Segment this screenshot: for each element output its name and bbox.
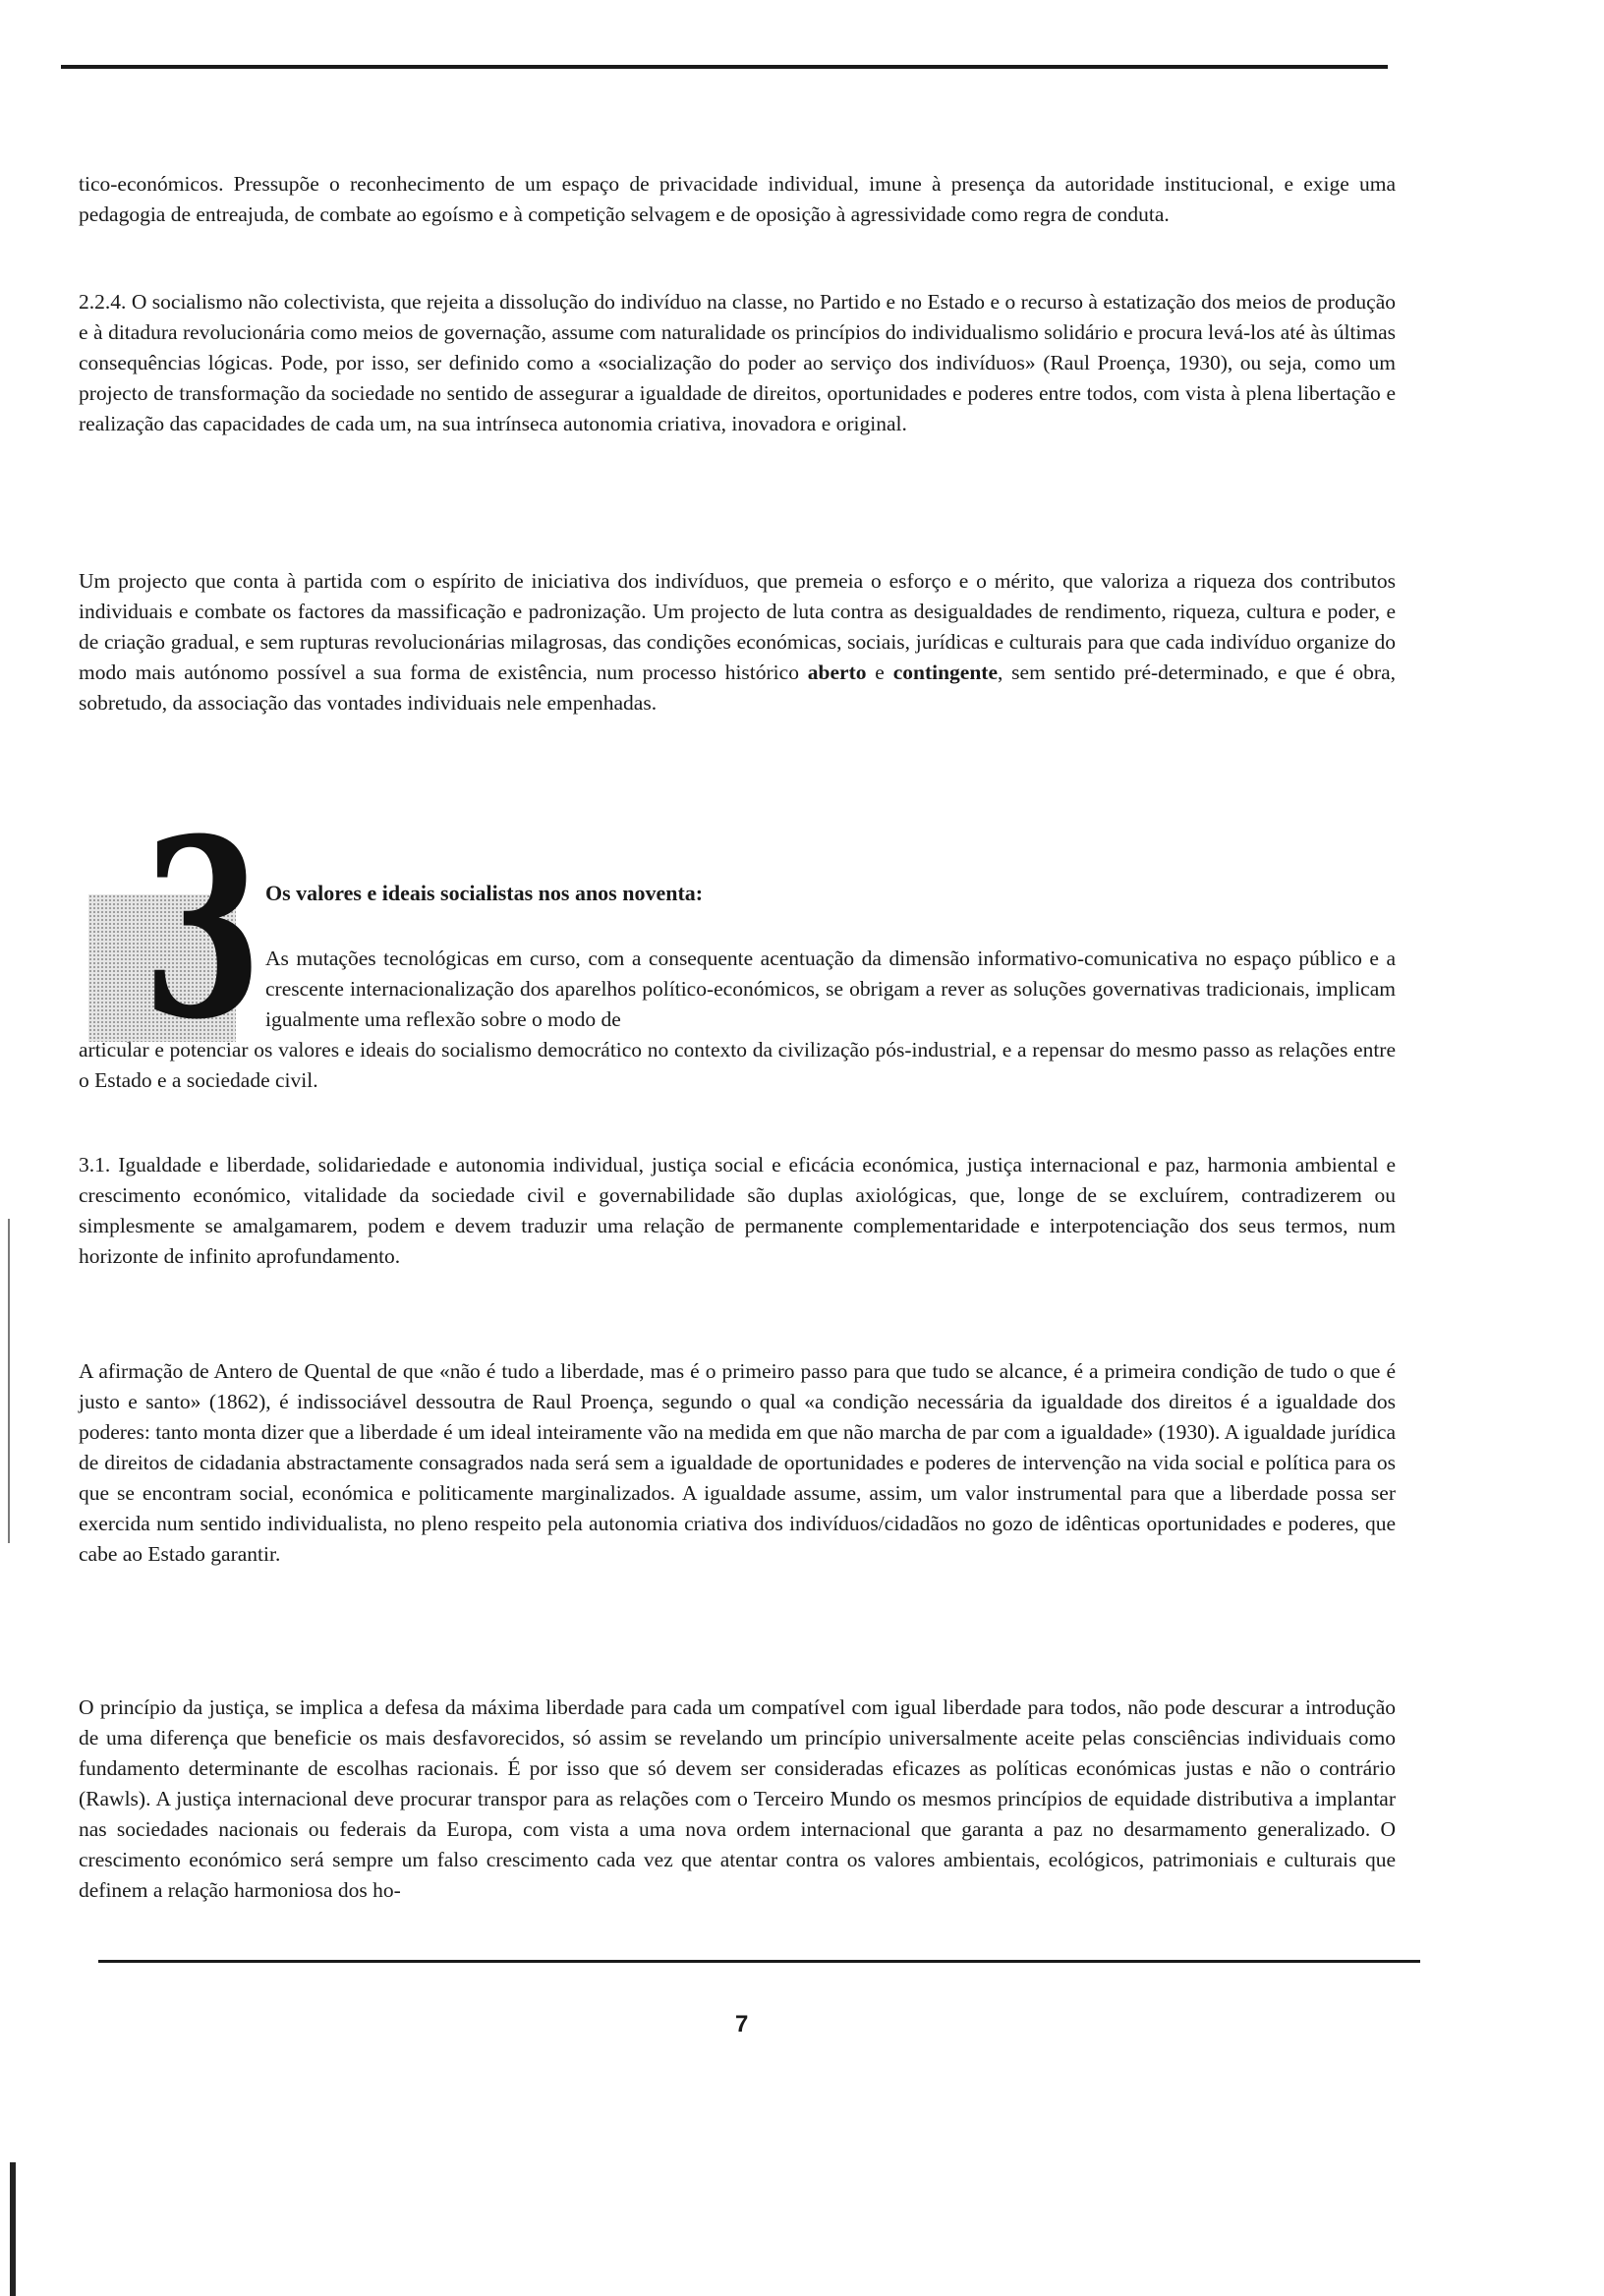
paragraph-text: A afirmação de Antero de Quental de que «não é tudo a liberdade, mas é o primeiro passo para que tudo se alcance, é a primeira condição de tudo o que é justo e santo» (1862), é indissociável dessoutra de Raul Proença, segundo o qual «a condição necessária da igualdade dos direitos é a igualdade dos poderes: tanto monta dizer que a liberdade é um ideal inteiramente vão na medida em que não marcha de par com a igualdade» (1930). A igualdade jurídica de direitos de cidadania abstractamente consagrados nada será sem a igualdade de oportunidades e poderes de intervenção na vida social e política para os que se encontram social, económica e politicamente marginalizados. A igualdade assume, assim, um valor instrumental para que a liberdade possa ser exercida num sentido individualista, no pleno respeito pela autonomia criativa dos indivíduos/cidadãos no gozo de idênticas oportunidades e poderes, que cabe ao Estado garantir.: [79, 1359, 1396, 1566]
paragraph-mutacoes-indent: [265, 944, 1396, 1035]
section-heading: Os valores e ideais socialistas nos anos noventa:: [265, 881, 704, 905]
bold-term-contingente: contingente: [892, 660, 998, 684]
paragraph-2-2-4: [79, 287, 1396, 439]
paragraph-text: 3.1. Igualdade e liberdade, solidariedade e autonomia individual, justiça social e eficácia económica, justiça internacional e paz, harmonia ambiental e crescimento económico, vitalidade da sociedade civil e governabilidade são duplas axiológicas, que, longe de se excluírem, contradizerem ou simplesmente se amalgamarem, podem e devem traduzir uma relação de permanente complementaridade e interpotenciação dos seus termos, num horizonte de infinito aprofundamento.: [79, 1153, 1396, 1268]
paragraph-projecto: [79, 566, 1396, 718]
paragraph-text: As mutações tecnológicas em curso, com a consequente acentuação da dimensão informativo-comunicativa no espaço público e a crescente internacionalização dos aparelhos político-económicos, se obrigam a rever as soluções governativas tradicionais, implicam igualmente uma reflexão sobre o modo de: [265, 947, 1396, 1031]
scan-margin-mark: [8, 1219, 10, 1543]
text-run: Um projecto que conta à partida com o espírito de iniciativa dos indivíduos, que premeia o esforço e o mérito, que valoriza a riqueza dos contributos individuais e combate os factores da massificação e padronização. Um projecto de luta contra as desigualdades de rendimento, riqueza, cultura e poder, e de criação gradual, e sem rupturas revolucionárias milagrosas, das condições económicas, sociais, jurídicas e culturais para que cada indivíduo organize do modo mais autónomo possível a sua forma de existência, num processo histórico: [79, 569, 1396, 684]
text-run: e: [866, 660, 893, 684]
paragraph-antero: [79, 1356, 1396, 1570]
paragraph-continuation: [79, 169, 1396, 230]
paragraph-text: tico-económicos. Pressupõe o reconhecimento de um espaço de privacidade individual, imune à presença da autoridade institucional, e exige uma pedagogia de entreajuda, de combate ao egoísmo e à competição selvagem e de oposição à agressividade como regra de conduta.: [79, 172, 1396, 226]
section-number: 3: [143, 784, 262, 1073]
paragraph-text: 2.2.4. O socialismo não colectivista, que rejeita a dissolução do indivíduo na classe, no Partido e no Estado e o recurso à estatização dos meios de produção e à ditadura revolucionária como meios de governação, assume com naturalidade os princípios do individualismo solidário e procura levá-los até às últimas consequências lógicas. Pode, por isso, ser definido como a «socialização do poder ao serviço dos indivíduos» (Raul Proença, 1930), ou seja, como um projecto de transformação da sociedade no sentido de assegurar a igualdade de direitos, oportunidades e poderes entre todos, com vista à plena libertação e realização das capacidades de cada um, na sua intrínseca autonomia criativa, inovadora e original.: [79, 290, 1396, 435]
bold-term-aberto: aberto: [807, 660, 867, 684]
top-rule: [61, 65, 1388, 69]
paragraph-3-1: [79, 1150, 1396, 1272]
scan-margin-mark: [10, 2162, 16, 2296]
bottom-rule: [98, 1960, 1420, 1963]
paragraph-text: [79, 566, 1396, 718]
page-number: 7: [735, 2011, 749, 2038]
paragraph-text: O princípio da justiça, se implica a defesa da máxima liberdade para cada um compatível com igual liberdade para todos, não pode descurar a introdução de uma diferença que beneficie os mais desfavorecidos, só assim se revelando um princípio universalmente aceite pelas consciências individuais como fundamento determinante de escolhas racionais. É por isso que só devem ser consideradas eficazes as políticas económicas justas e não o contrário (Rawls). A justiça internacional deve procurar transpor para as relações com o Terceiro Mundo os mesmos princípios de equidade distributiva a implantar nas sociedades nacionais ou federais da Europa, com vista a uma nova ordem internacional que garanta a paz no desarmamento generalizado. O crescimento económico será sempre um falso crescimento cada vez que atentar contra os valores ambientais, ecológicos, patrimoniais e culturais que definem a relação harmoniosa dos ho-: [79, 1695, 1396, 1902]
paragraph-text: articular e potenciar os valores e ideais do socialismo democrático no contexto da civilização pós-industrial, e a repensar do mesmo passo as relações entre o Estado e a sociedade civil.: [79, 1038, 1396, 1092]
paragraph-justica: [79, 1693, 1396, 1906]
section-number-dropcap: [88, 784, 262, 1073]
text-run: , sem sentido pré-determinado, e que é obra, sobretudo, da associação das vontades individuais nele empenhadas.: [79, 660, 1397, 715]
paragraph-mutacoes-rest: [79, 1035, 1396, 1096]
